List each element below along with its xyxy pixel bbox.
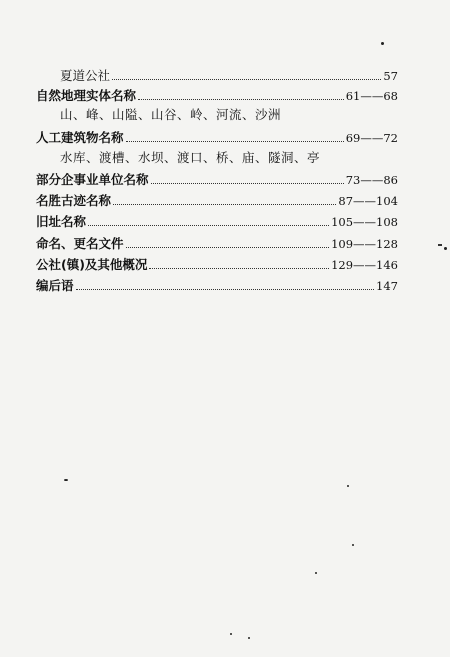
toc-entry-pages: 87——104	[338, 194, 398, 208]
scan-speck	[347, 485, 349, 487]
toc-entry-title: 人工建筑物名称	[36, 130, 124, 145]
scan-speck	[381, 42, 384, 45]
toc-entry-pages: 129——146	[331, 258, 398, 272]
dot-leader	[126, 247, 330, 248]
toc-entry-pages: 57	[383, 69, 398, 83]
toc-entry-enterprises	[36, 170, 398, 188]
toc-entry-title: 编后语	[36, 278, 74, 293]
toc-entry-pages: 61——68	[345, 89, 398, 103]
scan-speck	[248, 637, 250, 639]
toc-entry-pages: 105——108	[331, 215, 398, 229]
dot-leader	[149, 268, 329, 269]
toc-entry-pages: 69——72	[345, 131, 398, 145]
dot-leader	[88, 225, 329, 226]
toc-entry-xiadao-commune	[60, 66, 398, 84]
dot-leader	[112, 79, 381, 80]
scan-speck	[64, 479, 68, 481]
toc-entry-title: 夏道公社	[60, 68, 111, 83]
toc-entry-former-sites	[36, 212, 398, 230]
toc-entry-commune-overview	[36, 255, 398, 273]
toc-entry-man-made-structures	[36, 128, 398, 146]
scan-speck	[230, 633, 232, 635]
toc-entry-pages: 73——86	[345, 173, 398, 187]
toc-entry-naming-documents	[36, 234, 398, 252]
scan-speck	[352, 544, 354, 546]
toc-entry-title: 旧址名称	[36, 214, 87, 229]
dot-leader	[151, 183, 344, 184]
toc-entry-title: 名胜古迹名称	[36, 193, 112, 208]
toc-subentry-structures: 水库、渡槽、水坝、渡口、桥、庙、隧洞、亭	[60, 150, 321, 165]
toc-entry-afterword	[36, 276, 398, 294]
dot-leader	[138, 99, 344, 100]
toc-entry-historic-sites	[36, 191, 398, 209]
dot-leader	[126, 141, 344, 142]
toc-entry-natural-geography	[36, 86, 398, 104]
dot-leader	[113, 204, 336, 205]
scan-speck	[444, 247, 447, 250]
toc-entry-pages: 109——128	[331, 237, 398, 251]
dot-leader	[76, 289, 375, 290]
scan-mark	[438, 244, 442, 246]
toc-entry-pages: 147	[376, 279, 398, 293]
toc-entry-title: 命名、更名文件	[36, 236, 124, 251]
toc-subentry-natural-features: 山、峰、山隘、山谷、岭、河流、沙洲	[60, 107, 282, 122]
toc-entry-title: 公社(镇)及其他概况	[36, 257, 148, 272]
toc-entry-title: 自然地理实体名称	[36, 88, 137, 103]
toc-entry-title: 部分企事业单位名称	[36, 172, 149, 187]
scan-speck	[315, 572, 317, 574]
